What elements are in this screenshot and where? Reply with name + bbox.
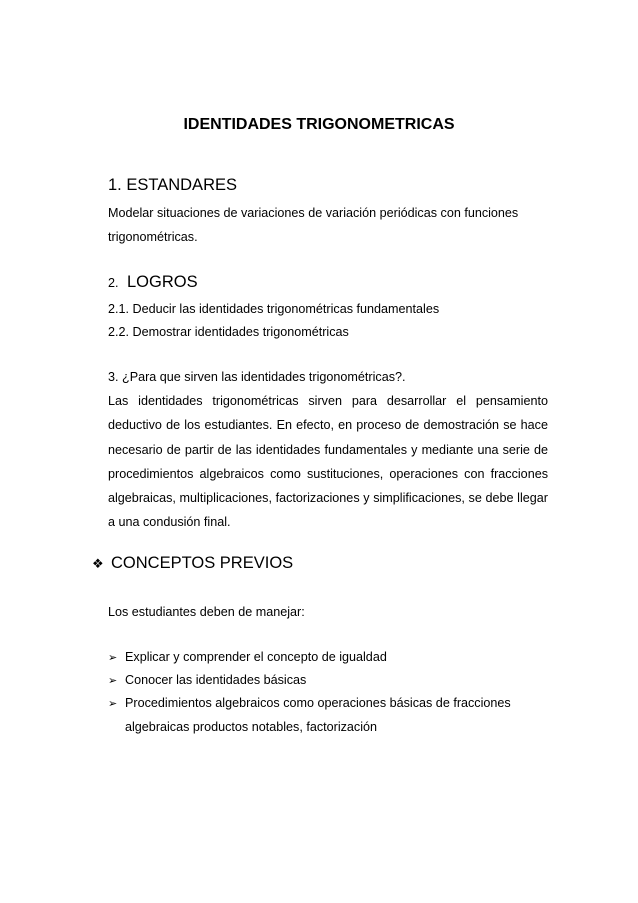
- bullet-item: Explicar y comprender el concepto de igualdad: [125, 650, 387, 664]
- diamond-bullet-icon: ❖: [92, 556, 104, 571]
- bullet-item-continuation: algebraicas productos notables, factorización: [125, 720, 378, 734]
- section-estandares-heading: [108, 176, 237, 195]
- question-paragraph: Las identidades trigonométricas sirven para desarrollar el pensamiento deductivo de los estudiantes. En efecto, en proceso de demostración se hace necesario de partir de las identidades fundamentales y mediante una serie de procedimientos algebraicos como sustituciones, operaciones con fracciones algebraicas, multiplicaciones, factorizaciones y simplificaciones, se debe llegar a una condusión final.: [108, 394, 548, 530]
- bullet-item: Procedimientos algebraicos como operaciones básicas de fracciones: [125, 696, 511, 710]
- arrow-bullet-icon: ➢: [108, 652, 118, 664]
- section-logros-heading: [108, 273, 198, 292]
- section-number: 1.: [108, 176, 122, 194]
- section-number: 2.: [108, 276, 119, 290]
- arrow-bullet-icon: ➢: [108, 675, 118, 687]
- estandares-text-line: Modelar situaciones de variaciones de variación periódicas con funciones: [108, 206, 519, 220]
- estandares-text-line: trigonométricas.: [108, 230, 198, 244]
- conceptos-title: CONCEPTOS PREVIOS: [111, 554, 294, 572]
- logros-item: 2.1. Deducir las identidades trigonométricas fundamentales: [108, 302, 440, 316]
- bullet-item: Conocer las identidades básicas: [125, 673, 307, 687]
- question-heading: 3. ¿Para que sirven las identidades trigonométricas?.: [108, 370, 406, 384]
- conceptos-intro: Los estudiantes deben de manejar:: [108, 605, 305, 619]
- section-title: LOGROS: [126, 273, 198, 291]
- arrow-bullet-icon: ➢: [108, 698, 118, 710]
- page-title: IDENTIDADES TRIGONOMETRICAS: [183, 116, 455, 133]
- section-title: ESTANDARES: [126, 176, 237, 194]
- conceptos-heading: [92, 554, 293, 573]
- logros-item: 2.2. Demostrar identidades trigonométricas: [108, 325, 349, 339]
